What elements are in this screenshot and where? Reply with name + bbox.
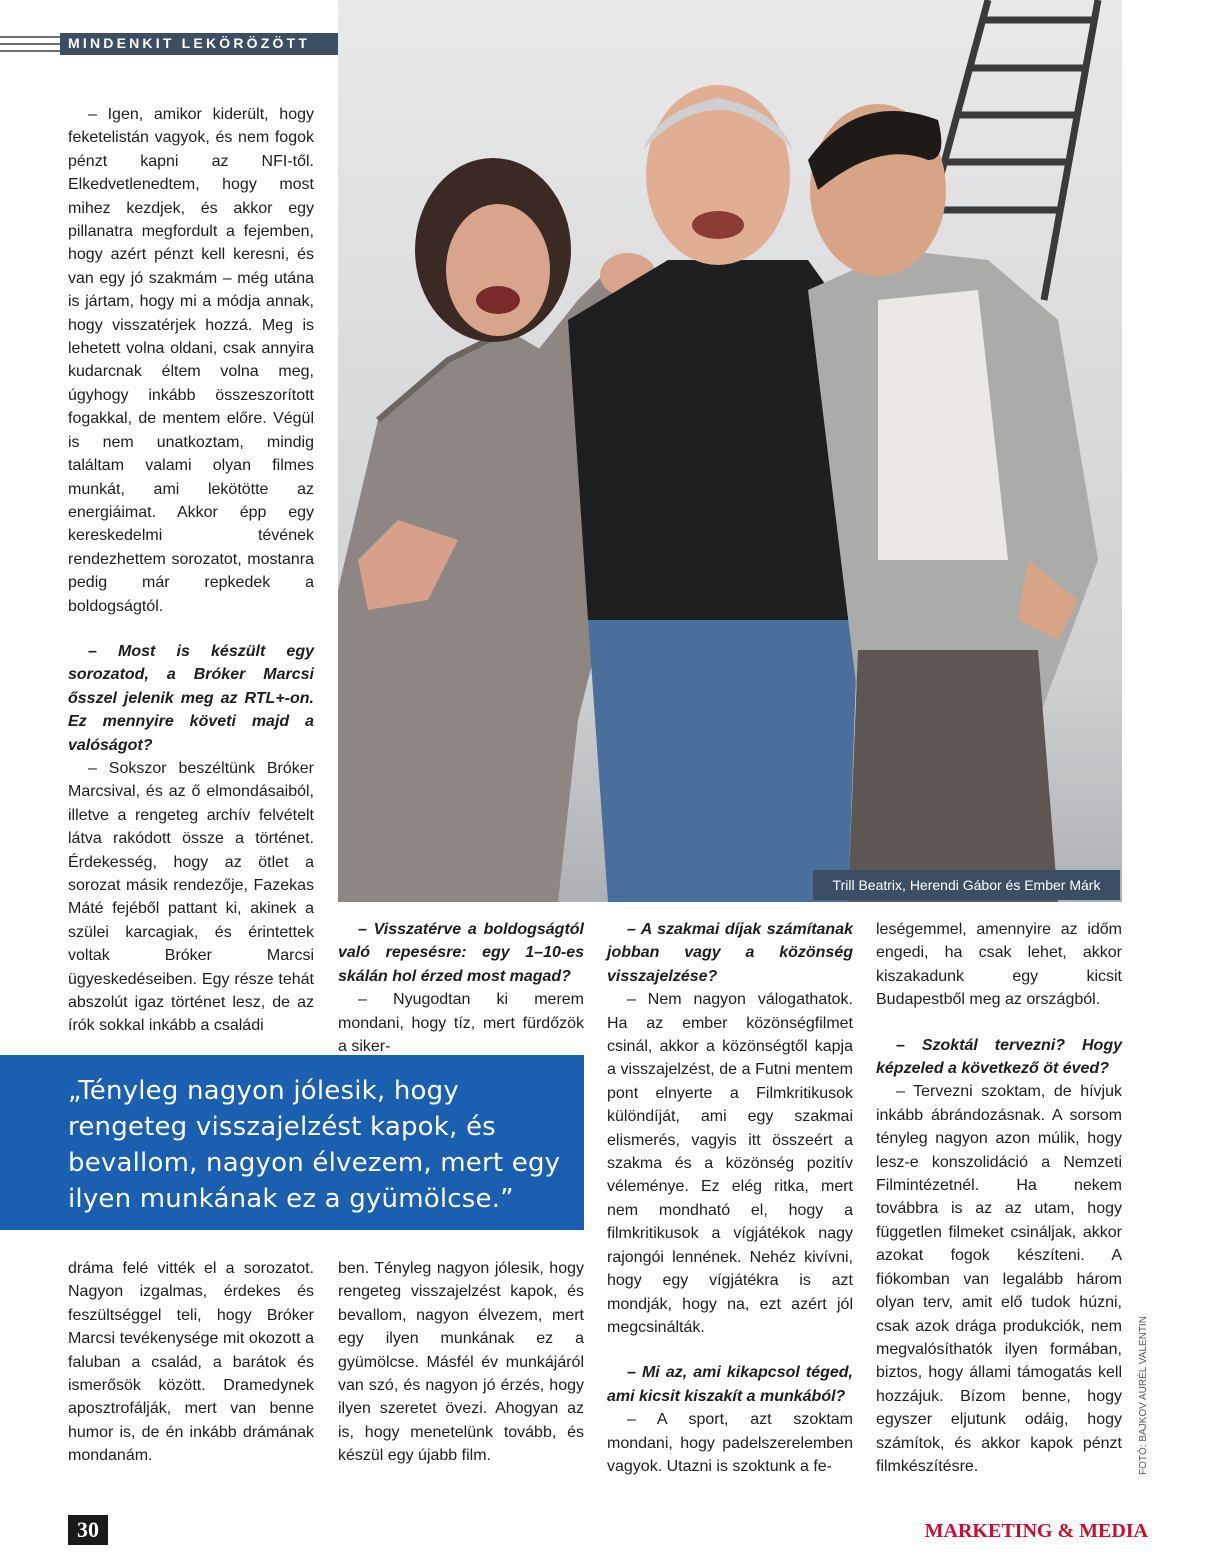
paragraph: – Nem nagyon válogathatok. Ha az ember közönségfilmet csinál, akkor a közönségtől kapja a visszajelzést, de a Futni mentem pont elnyerte a Filmkritikusok különdíját, ami egy szakmai elismerés, vagyis itt összeért a szakma és a közönség pozitív véleménye. Ez elég ritka, mert nem mondható el, hogy a filmkritikusok a vígjátékok nagy rajongói lennének. Nehéz kivívni, hogy egy vígjátékra is azt mondják, hogy na, ezt azért jól megcsinálták. xyxy=(607,991,853,1336)
header-rule-bottom xyxy=(0,50,60,52)
photo-caption: Trill Beatrix, Herendi Gábor és Ember Márk xyxy=(813,870,1120,900)
header-rule-mid xyxy=(0,43,60,45)
column-4 xyxy=(876,918,1122,1478)
pullquote-text: „Tényleg nagyon jólesik, hogy rengeteg visszajelzést kapok, és bevallom, nagyon élvezem, mert egy ilyen munkának ez a gyümölcse.” xyxy=(68,1076,561,1214)
cover-photo xyxy=(338,0,1122,902)
paragraph: dráma felé vitték el a sorozatot. Nagyon izgalmas, érdekes és feszültséggel teli, hogy Bróker Marcsi tevékenysége mit okozott a faluban a család, a barátok és ismerősök között. Dramedynek aposztrofálják, mert van benne humor is, de én inkább drámának mondanám. xyxy=(68,1260,314,1465)
question: – Mi az, ami kikapcsol téged, ami kicsit kiszakít a munkából? xyxy=(607,1364,853,1405)
header-rule-top xyxy=(0,36,60,38)
column-1-bottom xyxy=(68,1257,314,1468)
paragraph: – Sokszor beszéltünk Bróker Marcsival, és az ő elmondásaiból, illetve a rengeteg archív felvételt látva rakódott össze a történet. Érdekesség, hogy az ötlet a sorozat másik rendezője, Fazekas Máté fejéből pattant ki, akinek a szülei karcagiak, és érintettek voltak Bróker Marcsi ügyeskedéseiben. Egy része tehát abszolút igaz történet lesz, de az írók sokkal inkább a családi xyxy=(68,759,314,1035)
question: – Most is készült egy sorozatod, a Bróker Marcsi ősszel jelenik meg az RTL+-on. Ez mennyire követi majd a valóságot? xyxy=(68,642,314,754)
photo-credit: FOTÓ: BAJKOV AURÉL VALENTIN xyxy=(1138,1316,1149,1475)
page-number: 30 xyxy=(68,1515,108,1545)
magazine-logo: MARKETING & MEDIA xyxy=(924,1520,1148,1542)
paragraph: leségemmel, amennyire az időm engedi, ha csak lehet, akkor kiszakadunk egy kicsit Budapestből meg az országból. xyxy=(876,921,1122,1009)
column-2-bottom xyxy=(338,1257,584,1468)
question: – Szoktál tervezni? Hogy képzeled a következő öt éved? xyxy=(876,1036,1122,1078)
paragraph: – Nyugodtan ki merem mondani, hogy tíz, mert fürdőzök a siker- xyxy=(338,991,584,1056)
paragraph: – Tervezni szoktam, de hívjuk inkább ábrándozásnak. A sorsom tényleg nagyon azon múlik, hogy lesz-e konszolidáció a Nemzeti Filmintézetnél. Ha nekem továbbra is az az utam, hogy független filmeket csináljak, akkor azokat fogok készíteni. A fiókomban van legalább három olyan terv, amit elő tudok húzni, csak azok drága produkciók, nem megvalósíthatók ilyen formában, biztos, hogy állami támogatás kell hozzájuk. Bízom benne, hogy egyszer eljutunk odáig, hogy számítok, és akkor kapok pénzt filmkészítésre. xyxy=(876,1083,1122,1475)
paragraph: ben. Tényleg nagyon jólesik, hogy rengeteg visszajelzést kapok, és bevallom, nagyon élvezem, mert egy ilyen munkának ez a gyümölcse. Másfél év munkájáról van szó, és nagyon jó érzés, hogy ilyen szeretet övezi. Ahogyan az is, hogy menetelünk tovább, és készül egy újabb film. xyxy=(338,1260,584,1465)
paragraph: – A sport, azt szoktam mondani, hogy padelszerelemben vagyok. Utazni is szoktunk a fe- xyxy=(607,1411,853,1475)
column-3 xyxy=(607,918,853,1478)
question: – A szakmai díjak számítanak jobban vagy a közönség visszajelzése? xyxy=(607,921,853,985)
column-2-top xyxy=(338,918,584,1058)
column-1-top xyxy=(68,103,314,1038)
question: – Visszatérve a boldogságtól való repesésre: egy 1–10-es skálán hol érzed most magad? xyxy=(338,921,584,985)
section-header: MINDENKIT LEKÖRÖZÖTT xyxy=(68,35,311,51)
paragraph: – Igen, amikor kiderült, hogy feketelistán vagyok, és nem fogok pénzt kapni az NFI-től. Elkedvetlenedtem, hogy most mihez kezdjek, és akkor egy pillanatra megfordult a fejemben, hogy azért pénzt kell keresni, és van egy jó szakmám – még utána is jártam, hogy mi a módja annak, hogy visszatérjek hozzá. Meg is lehetett volna oldani, csak annyira kudarcnak éltem volna meg, úgyhogy inkább összeszorított fogakkal, de mentem előre. Végül is nem unatkoztam, mindig találtam valami olyan filmes munkát, ami lekötötte az energiáimat. Akkor épp egy kereskedelmi tévének rendezhettem sorozatot, mostanra pedig már repkedek a boldogságtól. xyxy=(68,106,314,615)
